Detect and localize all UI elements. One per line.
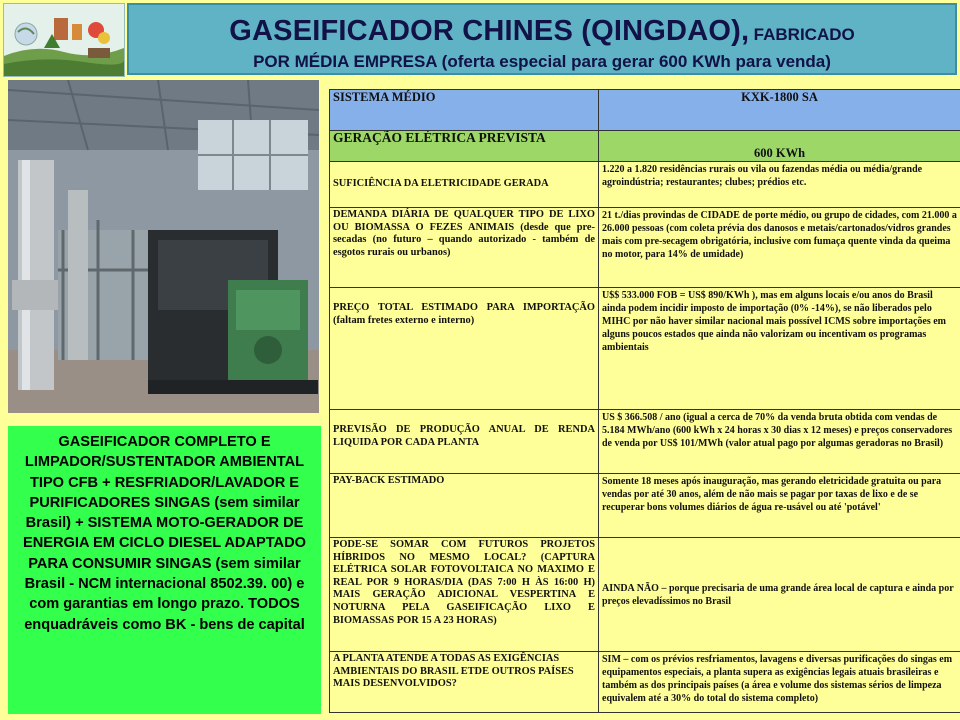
table-row xyxy=(330,131,960,162)
page-title xyxy=(129,15,955,48)
specification-table xyxy=(329,89,960,713)
row-label: SUFICIÊNCIA DA ELETRICIDADE GERADA xyxy=(330,162,599,208)
row-value: Somente 18 meses após inauguração, mas gerando eletricidade gratuita ou para vendas por até 30 anos, além de não mais se pagar por taxas de lixo e de se recuperar bons volumes diários de água re-usável ou até 'potável' xyxy=(599,474,960,538)
table-row xyxy=(330,288,960,410)
row-value: KXK-1800 SA xyxy=(599,90,960,131)
row-value: US $ 366.508 / ano (igual a cerca de 70% da venda bruta obtida com vendas de 5.184 MWh/ano (600 kWh x 24 horas x 30 dias x 12 meses) e preços conservadores de venda por US$ 101/MWh (valor atual pago por algumas geradoras no Brasil) xyxy=(599,410,960,474)
row-label: PODE-SE SOMAR COM FUTUROS PROJETOS HÍBRIDOS NO MESMO LOCAL? (CAPTURA ELÉTRICA SOLAR FOTOVOLTAICA NO MAXIMO E REAL POR 9 HORAS/DIA (DAS 7:00 H ÀS 16:00 H) MAIS GERAÇÃO ADICIONAL VESPERTINA E NOTURNA PELA GASEIFICAÇÃO LIXO E BIOMASSAS POR 15 A 23 HORAS) xyxy=(330,538,599,652)
table-row xyxy=(330,208,960,288)
table-row xyxy=(330,410,960,474)
logo-image xyxy=(3,3,125,77)
row-value: SIM – com os prévios resfriamentos, lavagens e diversas purificações do singas em equipamentos especiais, a planta supera as exigências legais atuais brasileiras e também as dos principais países (a área e volume dos sistemas sérios de limpeza equivalem até a 30% do total do sistema completo) xyxy=(599,652,960,713)
row-label: A PLANTA ATENDE A TODAS AS EXIGÊNCIAS AMBIENTAIS DO BRASIL ETDE OUTROS PAÍSES MAIS DESENVOLVIDOS? xyxy=(330,652,599,713)
title-tail: FABRICADO xyxy=(753,25,855,44)
row-value: 21 t./dias provindas de CIDADE de porte médio, ou grupo de cidades, com 21.000 a 26.000 pessoas (com coleta prévia dos danosos e metais/cartonados/vidros grandes mais com pre-secagem obrigatória, inclusive com fumaça quente vinda da queima no motor, para 14% de umidade) xyxy=(599,208,960,288)
row-label: DEMANDA DIÁRIA DE QUALQUER TIPO DE LIXO OU BIOMASSA O FEZES ANIMAIS (desde que pre-secadas (no futuro – quando autorizado - também de esgotos rurais ou urbanos) xyxy=(330,208,599,288)
row-label: SISTEMA MÉDIO xyxy=(330,90,599,131)
table-row xyxy=(330,90,960,131)
row-label: PREÇO TOTAL ESTIMADO PARA IMPORTAÇÃO (faltam fretes externo e interno) xyxy=(330,288,599,410)
equipment-description-box: GASEIFICADOR COMPLETO E LIMPADOR/SUSTENTADOR AMBIENTAL TIPO CFB + RESFRIADOR/LAVADOR E PURIFICADORES SINGAS (sem similar Brasil) + SISTEMA MOTO-GERADOR DE ENERGIA EM CICLO DIESEL ADAPTADO PARA CONSUMIR SINGAS (sem similar Brasil - NCM internacional 8502.39. 00) e com garantias em longo prazo. TODOS enquadráveis como BK - bens de capital xyxy=(8,426,321,714)
row-value: U$$ 533.000 FOB = US$ 890/KWh ), mas em alguns locais e/ou anos do Brasil ainda podem incidir imposto de importação (0% -14%), se não liberados pelo MIHC por não haver similar nacional mais possível ICMS sobre importações em alguns poucos estados que ainda não valorizam ou incentivam os programas ambientais xyxy=(599,288,960,410)
row-value: 1.220 a 1.820 residências rurais ou vila ou fazendas média ou média/grande agroindústria; restaurantes; clubes; prédios etc. xyxy=(599,162,960,208)
gasifier-photo xyxy=(8,80,319,413)
table-row xyxy=(330,538,960,652)
title-banner xyxy=(127,3,957,75)
row-value: 600 KWh xyxy=(599,131,960,162)
title-main: GASEIFICADOR CHINES (QINGDAO), xyxy=(229,15,750,47)
row-label: GERAÇÃO ELÉTRICA PREVISTA xyxy=(330,131,599,162)
row-label: PREVISÃO DE PRODUÇÃO ANUAL DE RENDA LIQUIDA POR CADA PLANTA xyxy=(330,410,599,474)
row-label: PAY-BACK ESTIMADO xyxy=(330,474,599,538)
table-row xyxy=(330,162,960,208)
table-row xyxy=(330,474,960,538)
table-row xyxy=(330,652,960,713)
page-subtitle: POR MÉDIA EMPRESA (oferta especial para gerar 600 KWh para venda) xyxy=(253,52,831,71)
row-value: AINDA NÃO – porque precisaria de uma grande área local de captura e ainda por preços elevadíssimos no Brasil xyxy=(599,538,960,652)
